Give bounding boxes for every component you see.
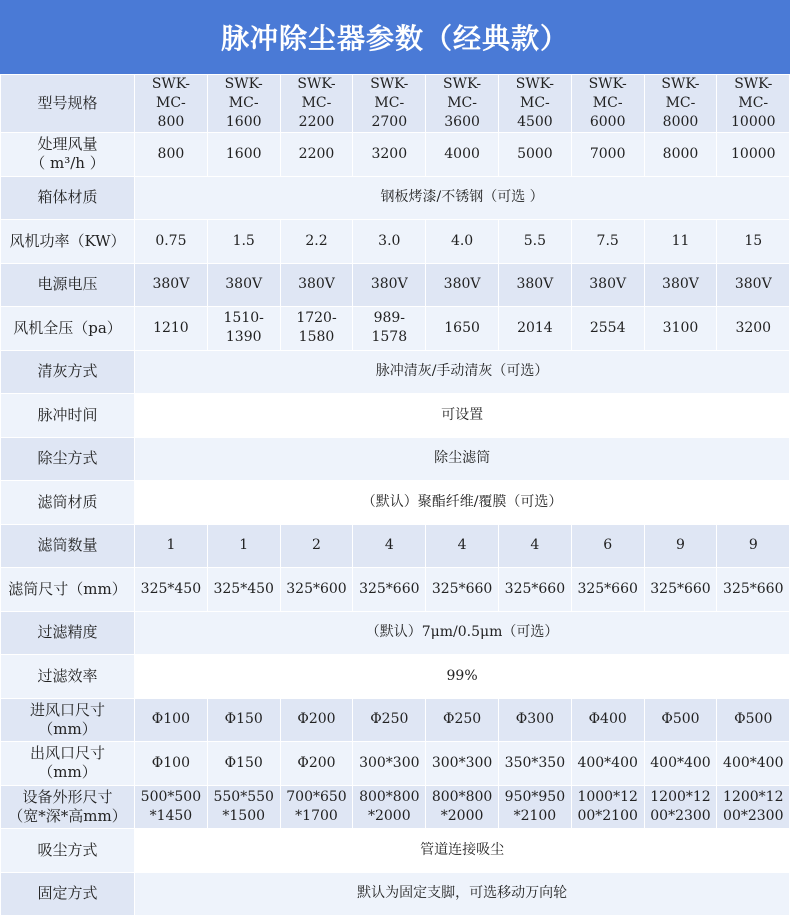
value-cell: 11 [644, 220, 717, 264]
value-cell: 9 [717, 524, 790, 568]
value-cell: 380V [135, 263, 208, 307]
spanning-value-cell: 99% [135, 655, 790, 699]
value-cell: 380V [426, 263, 499, 307]
value-cell: 4000 [426, 133, 499, 177]
value-cell: 4 [498, 524, 571, 568]
model-header-cell: SWK-MC- 10000 [717, 75, 790, 133]
model-header-cell: SWK-MC- 2200 [280, 75, 353, 133]
value-cell: 325*600 [280, 568, 353, 612]
value-cell: 8000 [644, 133, 717, 177]
value-cell: 9 [644, 524, 717, 568]
value-cell: Φ500 [717, 698, 790, 742]
value-cell: 325*660 [426, 568, 499, 612]
value-cell: 3200 [353, 133, 426, 177]
value-cell: Φ250 [353, 698, 426, 742]
value-cell: 380V [280, 263, 353, 307]
value-cell: 3200 [717, 307, 790, 351]
row-label: 清灰方式 [1, 350, 135, 394]
value-cell: 2014 [498, 307, 571, 351]
value-cell: Φ250 [426, 698, 499, 742]
value-cell: 300*300 [353, 742, 426, 786]
table-row [1, 133, 790, 177]
value-cell: 5.5 [498, 220, 571, 264]
spanning-value-cell: 可设置 [135, 394, 790, 438]
value-cell: 6 [571, 524, 644, 568]
value-cell: 350*350 [498, 742, 571, 786]
row-label: 滤筒尺寸（mm） [1, 568, 135, 612]
spanning-value-cell: （默认）聚酯纤维/覆膜（可选） [135, 481, 790, 525]
value-cell: 325*660 [571, 568, 644, 612]
value-cell: 800*800 *2000 [426, 785, 499, 829]
row-label: 出风口尺寸 （mm） [1, 742, 135, 786]
value-cell: Φ150 [207, 698, 280, 742]
value-cell: 800*800 *2000 [353, 785, 426, 829]
value-cell: 500*500 *1450 [135, 785, 208, 829]
row-label: 风机全压（pa） [1, 307, 135, 351]
value-cell: Φ400 [571, 698, 644, 742]
value-cell: 5000 [498, 133, 571, 177]
value-cell: 325*660 [644, 568, 717, 612]
value-cell: 950*950 *2100 [498, 785, 571, 829]
value-cell: 400*400 [571, 742, 644, 786]
value-cell: 989- 1578 [353, 307, 426, 351]
value-cell: 380V [207, 263, 280, 307]
value-cell: 550*550 *1500 [207, 785, 280, 829]
value-cell: 1.5 [207, 220, 280, 264]
table-row [1, 872, 790, 916]
value-cell: 400*400 [717, 742, 790, 786]
table-row [1, 394, 790, 438]
value-cell: 1600 [207, 133, 280, 177]
value-cell: 1200*12 00*2300 [644, 785, 717, 829]
table-row [1, 307, 790, 351]
value-cell: 3.0 [353, 220, 426, 264]
spanning-value-cell: 管道连接吸尘 [135, 829, 790, 873]
table-row [1, 655, 790, 699]
model-header-cell: SWK-MC- 3600 [426, 75, 499, 133]
value-cell: 1 [135, 524, 208, 568]
value-cell: 1510- 1390 [207, 307, 280, 351]
row-label: 电源电压 [1, 263, 135, 307]
value-cell: 4 [353, 524, 426, 568]
value-cell: 1200*12 00*2300 [717, 785, 790, 829]
value-cell: 300*300 [426, 742, 499, 786]
value-cell: 2554 [571, 307, 644, 351]
value-cell: Φ150 [207, 742, 280, 786]
row-label: 脉冲时间 [1, 394, 135, 438]
spanning-value-cell: （默认）7μm/0.5μm（可选） [135, 611, 790, 655]
value-cell: 4.0 [426, 220, 499, 264]
row-label: 除尘方式 [1, 437, 135, 481]
table-row [1, 350, 790, 394]
model-header-cell: SWK-MC- 1600 [207, 75, 280, 133]
table-row [1, 524, 790, 568]
model-header-cell: SWK-MC- 4500 [498, 75, 571, 133]
table-row [1, 742, 790, 786]
value-cell: 325*660 [717, 568, 790, 612]
value-cell: 380V [498, 263, 571, 307]
value-cell: 3100 [644, 307, 717, 351]
value-cell: Φ100 [135, 698, 208, 742]
value-cell: 1210 [135, 307, 208, 351]
value-cell: 325*450 [207, 568, 280, 612]
spec-table [0, 74, 790, 916]
table-row [1, 785, 790, 829]
row-label: 设备外形尺寸 （宽*深*高mm） [1, 785, 135, 829]
title-banner [0, 0, 790, 74]
value-cell: 380V [571, 263, 644, 307]
spanning-value-cell: 默认为固定支脚，可选移动万向轮 [135, 872, 790, 916]
value-cell: Φ200 [280, 698, 353, 742]
table-row [1, 437, 790, 481]
table-row [1, 481, 790, 525]
table-row [1, 176, 790, 220]
value-cell: 380V [353, 263, 426, 307]
table-row [1, 220, 790, 264]
value-cell: 0.75 [135, 220, 208, 264]
row-label: 过滤效率 [1, 655, 135, 699]
value-cell: 700*650 *1700 [280, 785, 353, 829]
table-row [1, 568, 790, 612]
value-cell: 7.5 [571, 220, 644, 264]
row-label: 型号规格 [1, 75, 135, 133]
value-cell: 400*400 [644, 742, 717, 786]
value-cell: 1 [207, 524, 280, 568]
table-row [1, 698, 790, 742]
value-cell: 325*450 [135, 568, 208, 612]
table-row [1, 611, 790, 655]
value-cell: Φ200 [280, 742, 353, 786]
row-label: 进风口尺寸 （mm） [1, 698, 135, 742]
value-cell: 1000*12 00*2100 [571, 785, 644, 829]
spanning-value-cell: 脉冲清灰/手动清灰（可选） [135, 350, 790, 394]
value-cell: 1720- 1580 [280, 307, 353, 351]
spanning-value-cell: 钢板烤漆/不锈钢（可选 ） [135, 176, 790, 220]
row-label: 箱体材质 [1, 176, 135, 220]
table-row [1, 829, 790, 873]
value-cell: Φ100 [135, 742, 208, 786]
value-cell: 2200 [280, 133, 353, 177]
model-header-cell: SWK-MC- 800 [135, 75, 208, 133]
row-label: 处理风量 （ m³/h ） [1, 133, 135, 177]
value-cell: 7000 [571, 133, 644, 177]
value-cell: 4 [426, 524, 499, 568]
row-label: 滤筒材质 [1, 481, 135, 525]
model-header-cell: SWK-MC- 2700 [353, 75, 426, 133]
value-cell: 10000 [717, 133, 790, 177]
value-cell: 325*660 [353, 568, 426, 612]
value-cell: Φ500 [644, 698, 717, 742]
value-cell: Φ300 [498, 698, 571, 742]
row-label: 滤筒数量 [1, 524, 135, 568]
value-cell: 380V [644, 263, 717, 307]
value-cell: 2 [280, 524, 353, 568]
model-header-cell: SWK-MC- 8000 [644, 75, 717, 133]
model-header-cell: SWK-MC- 6000 [571, 75, 644, 133]
row-label: 吸尘方式 [1, 829, 135, 873]
table-row [1, 75, 790, 133]
row-label: 风机功率（KW） [1, 220, 135, 264]
value-cell: 380V [717, 263, 790, 307]
table-row [1, 263, 790, 307]
value-cell: 2.2 [280, 220, 353, 264]
row-label: 过滤精度 [1, 611, 135, 655]
value-cell: 800 [135, 133, 208, 177]
value-cell: 325*660 [498, 568, 571, 612]
value-cell: 15 [717, 220, 790, 264]
row-label: 固定方式 [1, 872, 135, 916]
value-cell: 1650 [426, 307, 499, 351]
spanning-value-cell: 除尘滤筒 [135, 437, 790, 481]
page-title: 脉冲除尘器参数（经典款） [220, 22, 569, 55]
